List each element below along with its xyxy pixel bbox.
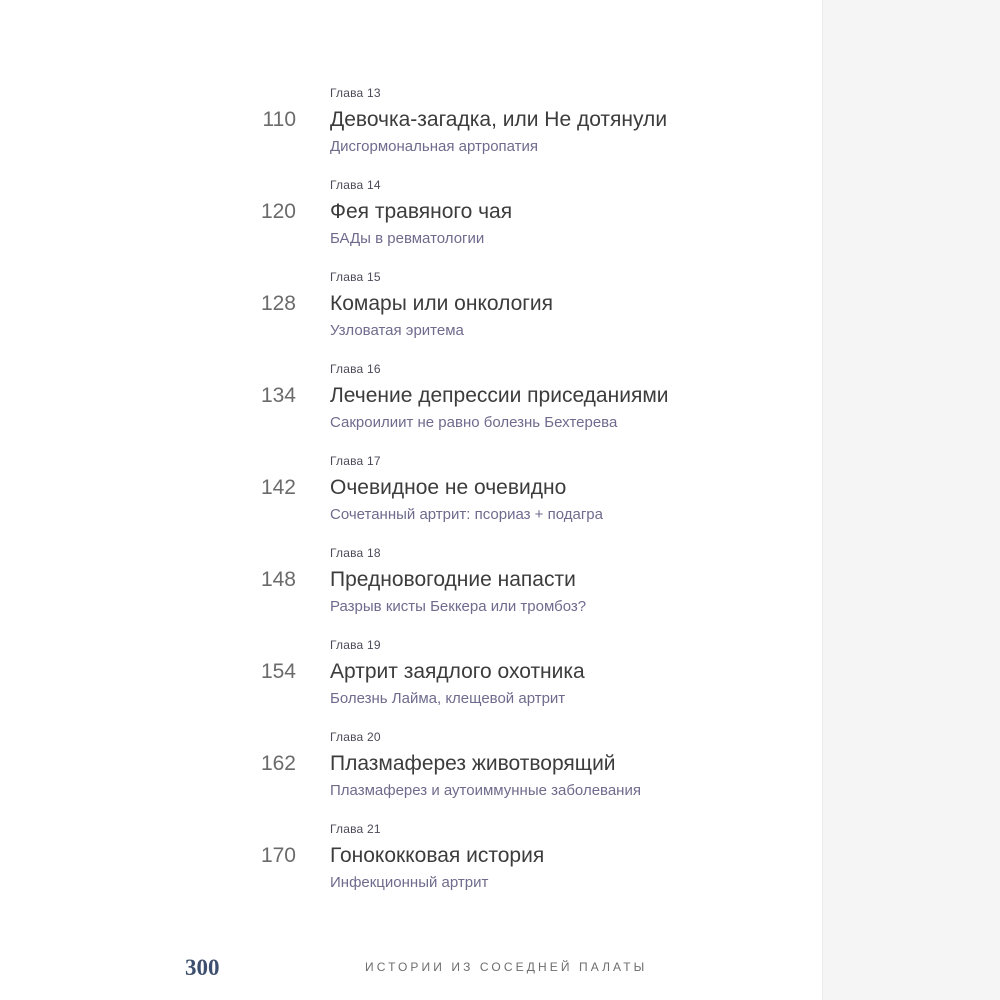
toc-entry — [0, 822, 822, 914]
folio-page-number: 300 — [185, 955, 220, 980]
chapter-title: Гонококковая история — [330, 844, 545, 867]
chapter-label: Глава 18 — [330, 546, 381, 560]
chapter-title: Артрит заядлого охотника — [330, 660, 585, 683]
chapter-subtitle: Инфекционный артрит — [330, 874, 489, 891]
chapter-subtitle: Разрыв кисты Беккера или тромбоз? — [330, 598, 587, 615]
chapter-title: Очевидное не очевидно — [330, 476, 567, 499]
page-number: 148 — [260, 568, 296, 591]
table-of-contents — [0, 86, 822, 914]
toc-entry — [0, 362, 822, 454]
page-number: 154 — [260, 660, 296, 683]
chapter-subtitle: Плазмаферез и аутоиммунные заболевания — [330, 782, 641, 799]
toc-entry — [0, 178, 822, 270]
toc-entry — [0, 86, 822, 178]
chapter-label: Глава 17 — [330, 454, 381, 468]
chapter-label: Глава 15 — [330, 270, 381, 284]
page-edge-background — [822, 0, 1000, 1000]
chapter-title: Плазмаферез животворящий — [330, 752, 616, 775]
running-title: ИСТОРИИ ИЗ СОСЕДНЕЙ ПАЛАТЫ — [365, 960, 648, 974]
chapter-subtitle: Сакроилиит не равно болезнь Бехтерева — [330, 414, 618, 431]
chapter-label: Глава 20 — [330, 730, 381, 744]
chapter-label: Глава 19 — [330, 638, 381, 652]
page-number: 170 — [260, 844, 296, 867]
chapter-subtitle: Дисгормональная артропатия — [330, 138, 539, 155]
chapter-title: Девочка-загадка, или Не дотянули — [330, 108, 668, 131]
page-number: 162 — [260, 752, 296, 775]
chapter-subtitle: Болезнь Лайма, клещевой артрит — [330, 690, 566, 707]
toc-entry — [0, 638, 822, 730]
chapter-label: Глава 13 — [330, 86, 381, 100]
chapter-label: Глава 14 — [330, 178, 381, 192]
chapter-subtitle: БАДы в ревматологии — [330, 230, 485, 247]
page-number: 110 — [262, 108, 296, 131]
chapter-title: Лечение депрессии приседаниями — [330, 384, 669, 407]
page-number: 120 — [260, 200, 296, 223]
toc-entry — [0, 730, 822, 822]
toc-entry — [0, 454, 822, 546]
chapter-title: Комары или онкология — [330, 292, 554, 315]
page-number: 134 — [260, 384, 296, 407]
toc-entry — [0, 270, 822, 362]
toc-entry — [0, 546, 822, 638]
chapter-subtitle: Сочетанный артрит: псориаз + подагра — [330, 506, 603, 523]
chapter-label: Глава 16 — [330, 362, 381, 376]
chapter-label: Глава 21 — [330, 822, 381, 836]
chapter-subtitle: Узловатая эритема — [330, 322, 464, 339]
chapter-title: Фея травяного чая — [330, 200, 513, 223]
page-number: 128 — [260, 292, 296, 315]
page-number: 142 — [260, 476, 296, 499]
chapter-title: Предновогодние напасти — [330, 568, 576, 591]
